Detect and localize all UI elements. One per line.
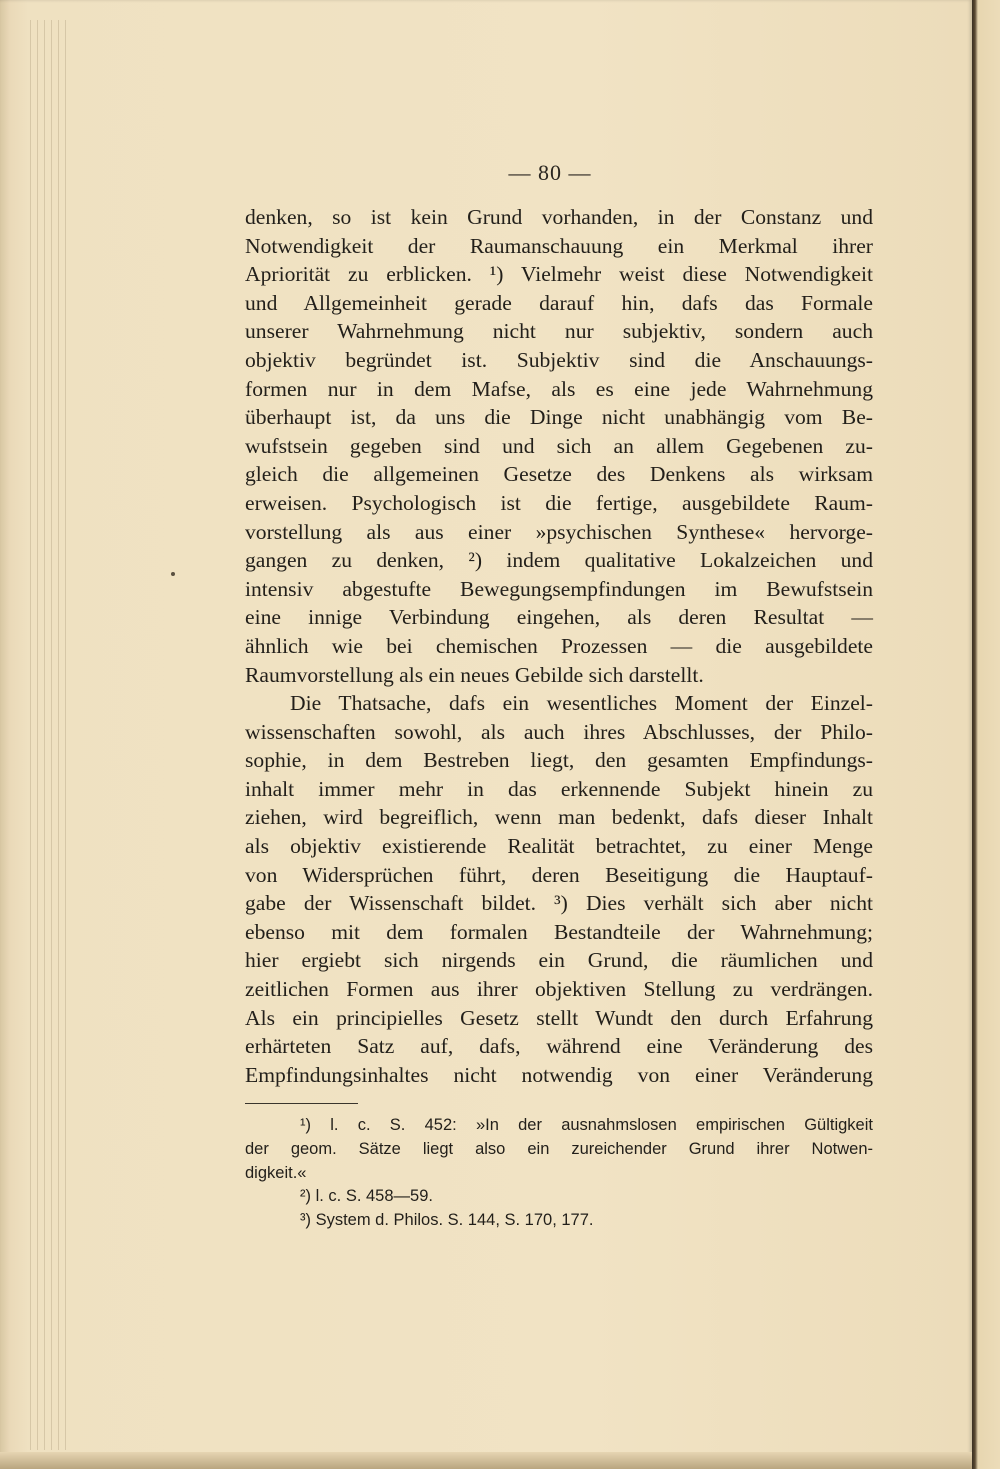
page-number: — 80 —: [508, 160, 592, 185]
footnote-line: digkeit.«: [245, 1163, 307, 1182]
footnote-separator: [245, 1103, 358, 1104]
footnote-line: ¹) l. c. S. 452: »In der ausnahmslosen empirischen Gültigkeit: [300, 1116, 873, 1134]
text-line: Als ein principielles Gesetz stellt Wundt den durch Erfahrung: [245, 1005, 873, 1030]
text-line: unserer Wahrnehmung nicht nur subjektiv, sondern auch: [245, 319, 873, 344]
text-line: ebenso mit dem formalen Bestandteile der Wahrnehmung;: [245, 919, 873, 944]
text-line: Apriorität zu erblicken. ¹) Vielmehr weist diese Notwendigkeit: [245, 262, 873, 287]
text-line: ähnlich wie bei chemischen Prozessen — die ausgebildete: [245, 633, 873, 658]
page-bottom-edge: [0, 1452, 972, 1469]
page-edge-lines: [30, 20, 70, 1450]
text-line: inhalt immer mehr in das erkennende Subjekt hinein zu: [245, 776, 873, 801]
text-line: gangen zu denken, ²) indem qualitative Lokalzeichen und: [245, 548, 873, 573]
text-line: Raumvorstellung als ein neues Gebilde sich darstellt.: [245, 662, 704, 687]
text-line: Die Thatsache, dafs ein wesentliches Moment der Einzel-: [290, 691, 873, 716]
text-line: sophie, in dem Bestreben liegt, den gesamten Empfindungs-: [245, 748, 873, 773]
text-line: erweisen. Psychologisch ist die fertige, ausgebildete Raum-: [245, 490, 873, 515]
text-line: objektiv begründet ist. Subjektiv sind die Anschauungs-: [245, 347, 873, 372]
text-line: überhaupt ist, da uns die Dinge nicht unabhängig vom Be-: [245, 405, 873, 430]
footnotes: [245, 1114, 873, 1233]
text-line: wissenschaften sowohl, als auch ihres Abschlusses, der Philo-: [245, 719, 873, 744]
text-line: gabe der Wissenschaft bildet. ³) Dies verhält sich aber nicht: [245, 891, 873, 916]
text-line: eine innige Verbindung eingehen, als deren Resultat —: [245, 605, 873, 630]
text-line: zeitlichen Formen aus ihrer objektiven Stellung zu verdrängen.: [245, 977, 873, 1002]
main-text: [245, 203, 873, 1089]
text-line: denken, so ist kein Grund vorhanden, in der Constanz und: [245, 205, 873, 229]
text-line: als objektiv existierende Realität betrachtet, zu einer Menge: [245, 834, 873, 859]
text-line: von Widersprüchen führt, deren Beseitigung die Hauptauf-: [245, 862, 873, 887]
text-line: ziehen, wird begreiflich, wenn man bedenkt, dafs dieser Inhalt: [245, 805, 873, 830]
text-line: Notwendigkeit der Raumanschauung ein Merkmal ihrer: [245, 233, 873, 258]
footnote-line: ³) System d. Philos. S. 144, S. 170, 177.: [300, 1211, 594, 1230]
text-line: und Allgemeinheit gerade darauf hin, dafs das Formale: [245, 290, 873, 315]
margin-mark: [171, 572, 175, 576]
text-line: gleich die allgemeinen Gesetze des Denkens als wirksam: [245, 462, 873, 487]
text-line: erhärteten Satz auf, dafs, während eine Veränderung des: [245, 1034, 873, 1059]
text-line: hier ergiebt sich nirgends ein Grund, die räumlichen und: [245, 948, 873, 973]
text-line: intensiv abgestufte Bewegungsempfindungen im Bewufstsein: [245, 576, 873, 601]
adjacent-page-edge: [972, 0, 1000, 1469]
footnote-line: ²) l. c. S. 458—59.: [300, 1187, 433, 1206]
text-line: formen nur in dem Mafse, als es eine jede Wahrnehmung: [245, 376, 873, 401]
text-line: Empfindungsinhaltes nicht notwendig von einer Veränderung: [245, 1062, 873, 1087]
footnote-line: der geom. Sätze liegt also ein zureichender Grund ihrer Notwen-: [245, 1139, 873, 1158]
text-line: wufstsein gegeben sind und sich an allem Gegebenen zu-: [245, 433, 873, 458]
text-line: vorstellung als aus einer »psychischen Synthese« hervorge-: [245, 519, 873, 544]
